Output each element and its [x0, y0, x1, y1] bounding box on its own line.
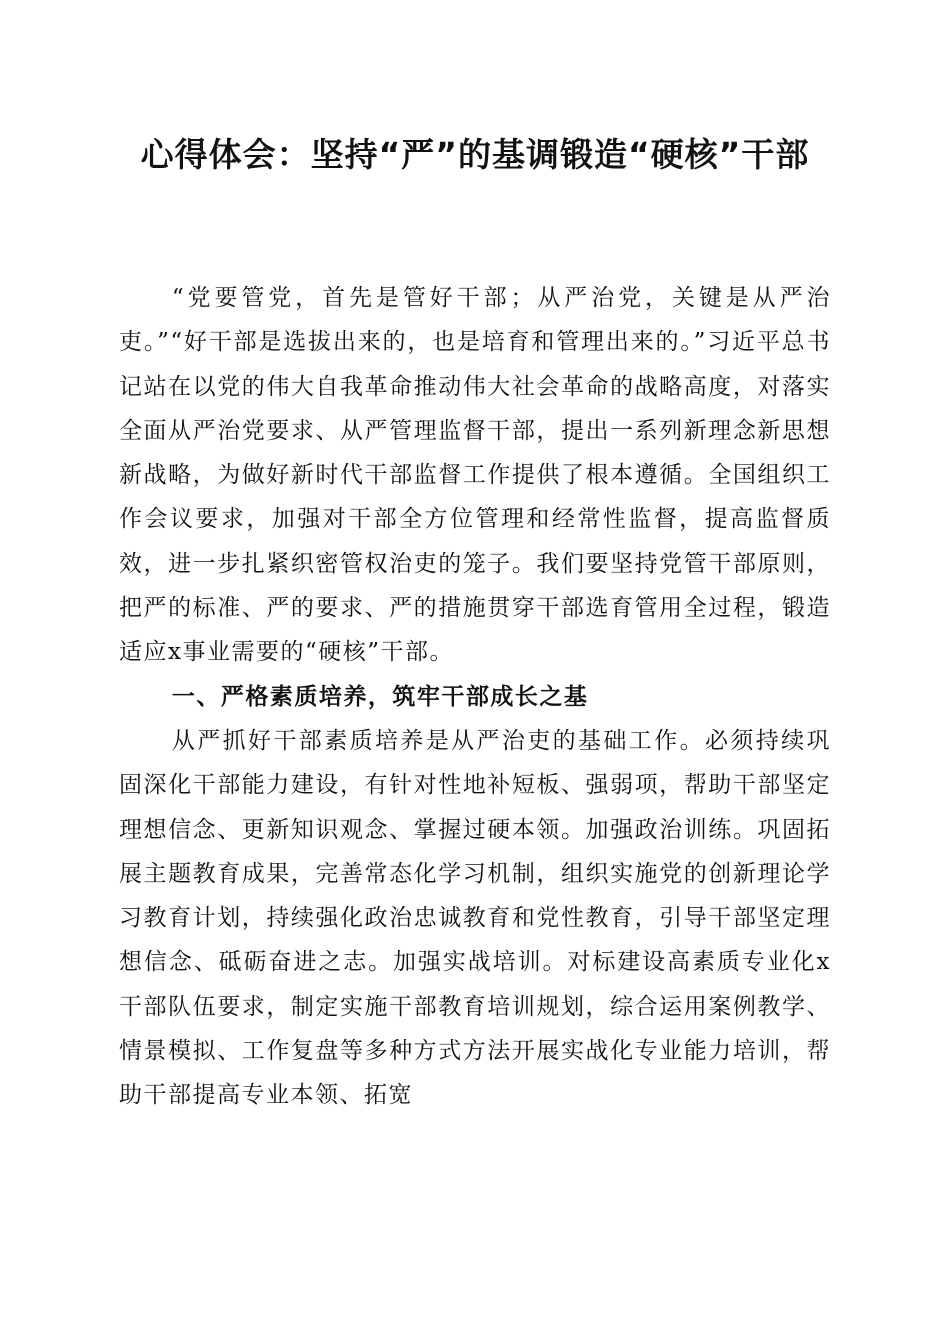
- document-body: [119, 276, 831, 1118]
- intro-paragraph: “党要管党，首先是管好干部；从严治党，关键是从严治吏。”“好干部是选拔出来的，也是培育和管理出来的。”习近平总书记站在以党的伟大自我革命推动伟大社会革命的战略高度，对落实全面从严治党要求、从严管理监督干部，提出一系列新理念新思想新战略，为做好新时代干部监督工作提供了根本遵循。全国组织工作会议要求，加强对干部全方位管理和经常性监督，提高监督质效，进一步扎紧织密管权治吏的笼子。我们要坚持党管干部原则，把严的标准、严的要求、严的措施贯穿干部选育管用全过程，锻造适应x事业需要的“硬核”干部。: [119, 285, 831, 666]
- document-title: 心得体会：坚持“严”的基调锻造“硬核”干部: [140, 135, 810, 174]
- section-heading: 一、严格素质培养，筑牢干部成长之基: [171, 683, 589, 710]
- section-paragraph: 从严抓好干部素质培养是从严治吏的基础工作。必须持续巩固深化干部能力建设，有针对性地补短板、强弱项，帮助干部坚定理想信念、更新知识观念、掌握过硬本领。加强政治训练。巩固拓展主题教育成果，完善常态化学习机制，组织实施党的创新理论学习教育计划，持续强化政治忠诚教育和党性教育，引导干部坚定理想信念、砥砺奋进之志。加强实战培训。对标建设高素质专业化x干部队伍要求，制定实施干部教育培训规划，综合运用案例教学、情景模拟、工作复盘等多种方式方法开展实战化专业能力培训，帮助干部提高专业本领、拓宽: [119, 727, 831, 1109]
